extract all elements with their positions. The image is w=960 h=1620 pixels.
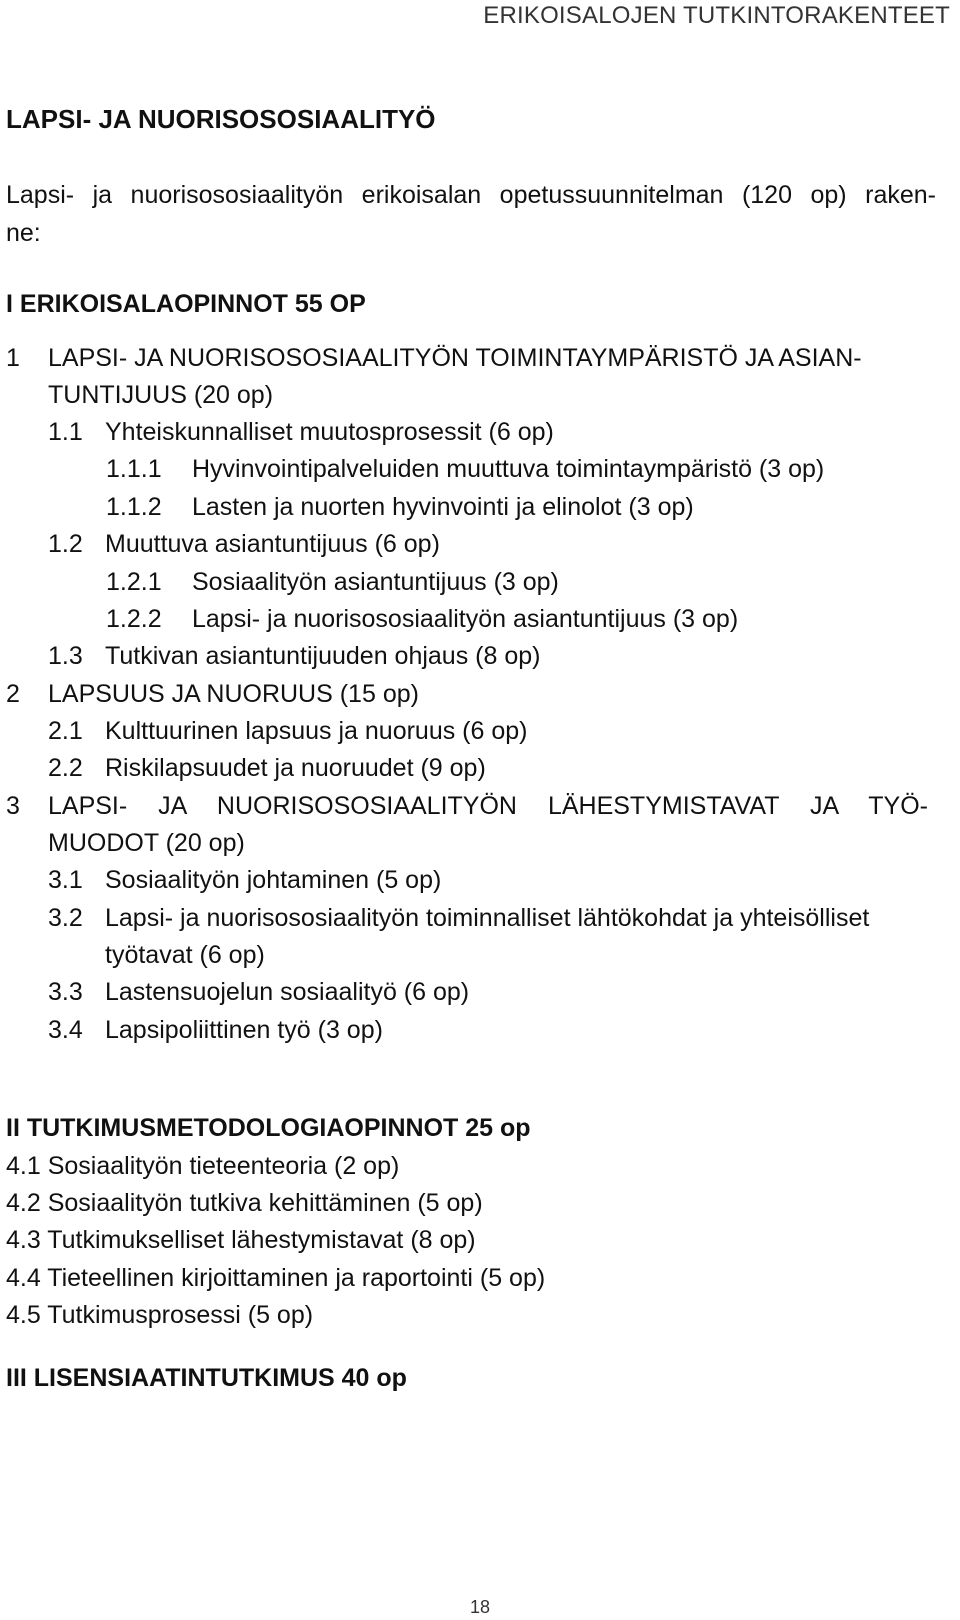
item-text: Lapsi- ja nuorisososiaalityön toiminnalliset lähtökohdat ja yhteisölliset — [105, 904, 870, 932]
outline-item — [106, 605, 738, 634]
item-number: 2.2 — [48, 754, 83, 782]
item-text: Sosiaalityön johtaminen (5 op) — [105, 866, 442, 894]
item-text: LAPSI- JA NUORISOSOSIAALITYÖN LÄHESTYMISTAVAT JA TYÖ- — [48, 792, 928, 820]
running-header: ERIKOISALOJEN TUTKINTORAKENTEET — [483, 2, 950, 29]
item-text: LAPSUUS JA NUORUUS (15 op) — [48, 680, 419, 708]
item-text: Muuttuva asiantuntijuus (6 op) — [105, 530, 440, 558]
outline-item — [48, 642, 540, 671]
item-text: Lapsipoliittinen työ (3 op) — [105, 1016, 383, 1044]
outline-item — [6, 680, 419, 709]
item-number: 3.3 — [48, 978, 83, 1006]
item-number: 3.1 — [48, 866, 83, 894]
outline-item — [106, 568, 559, 597]
outline-item — [106, 493, 694, 522]
item-text: Riskilapsuudet ja nuoruudet (9 op) — [105, 754, 486, 782]
item-text: Hyvinvointipalveluiden muuttuva toimintaympäristö (3 op) — [192, 455, 825, 483]
intro-paragraph — [6, 176, 936, 252]
method-item: 4.3 Tutkimukselliset lähestymistavat (8 op) — [6, 1226, 476, 1254]
item-text: Lasten ja nuorten hyvinvointi ja elinolot (3 op) — [192, 493, 694, 521]
item-number: 3.2 — [48, 904, 83, 932]
item-number: 1.1 — [48, 418, 83, 446]
item-text: Kulttuurinen lapsuus ja nuoruus (6 op) — [105, 717, 528, 745]
item-text: Tutkivan asiantuntijuuden ohjaus (8 op) — [105, 642, 541, 670]
item-text: LAPSI- JA NUORISOSOSIAALITYÖN TOIMINTAYMPÄRISTÖ JA ASIAN- — [48, 344, 862, 372]
item-number: 1.3 — [48, 642, 83, 670]
item-text: Lastensuojelun sosiaalityö (6 op) — [105, 978, 470, 1006]
method-item: 4.2 Sosiaalityön tutkiva kehittäminen (5 op) — [6, 1189, 483, 1217]
item-continuation: työtavat (6 op) — [105, 941, 265, 969]
page-number: 18 — [469, 1597, 491, 1617]
outline-item — [48, 904, 869, 933]
item-number: 2 — [6, 680, 20, 708]
outline-item — [48, 418, 554, 447]
section-heading-erikoisalaopinnot: I ERIKOISALAOPINNOT 55 OP — [6, 290, 366, 318]
outline-item — [48, 754, 486, 783]
outline-item — [48, 1016, 383, 1045]
outline-item — [48, 866, 441, 895]
item-number: 2.1 — [48, 717, 83, 745]
item-text: Yhteiskunnalliset muutosprosessit (6 op) — [105, 418, 554, 446]
outline-item — [106, 455, 824, 484]
page-title: LAPSI- JA NUORISOSOSIAALITYÖ — [6, 104, 436, 134]
item-number: 3.4 — [48, 1016, 83, 1044]
intro-line-1: Lapsi- ja nuorisososiaalityön erikoisalan opetussuunnitelman (120 op) raken- — [6, 181, 936, 209]
section-heading-tutkimusmetodologia: II TUTKIMUSMETODOLOGIAOPINNOT 25 op — [6, 1114, 531, 1142]
item-number: 1.1.1 — [106, 455, 162, 483]
intro-line-2: ne: — [6, 219, 41, 247]
method-item: 4.4 Tieteellinen kirjoittaminen ja raportointi (5 op) — [6, 1264, 546, 1292]
item-number: 1 — [6, 344, 20, 372]
outline-item — [48, 530, 440, 559]
item-text: Sosiaalityön asiantuntijuus (3 op) — [192, 568, 559, 596]
outline-item — [48, 717, 528, 746]
item-number: 3 — [6, 792, 20, 820]
method-item: 4.5 Tutkimusprosessi (5 op) — [6, 1301, 314, 1329]
outline-item — [6, 792, 928, 821]
outline-item — [6, 344, 928, 373]
item-continuation: MUODOT (20 op) — [48, 829, 245, 857]
item-text: Lapsi- ja nuorisososiaalityön asiantuntijuus (3 op) — [192, 605, 739, 633]
method-item: 4.1 Sosiaalityön tieteenteoria (2 op) — [6, 1152, 400, 1180]
item-continuation: TUNTIJUUS (20 op) — [48, 381, 274, 409]
item-number: 1.2.2 — [106, 605, 162, 633]
section-heading-lisensiaatintutkimus: III LISENSIAATINTUTKIMUS 40 op — [6, 1364, 407, 1392]
outline-item — [48, 978, 469, 1007]
item-number: 1.2.1 — [106, 568, 162, 596]
item-number: 1.1.2 — [106, 493, 162, 521]
item-number: 1.2 — [48, 530, 83, 558]
